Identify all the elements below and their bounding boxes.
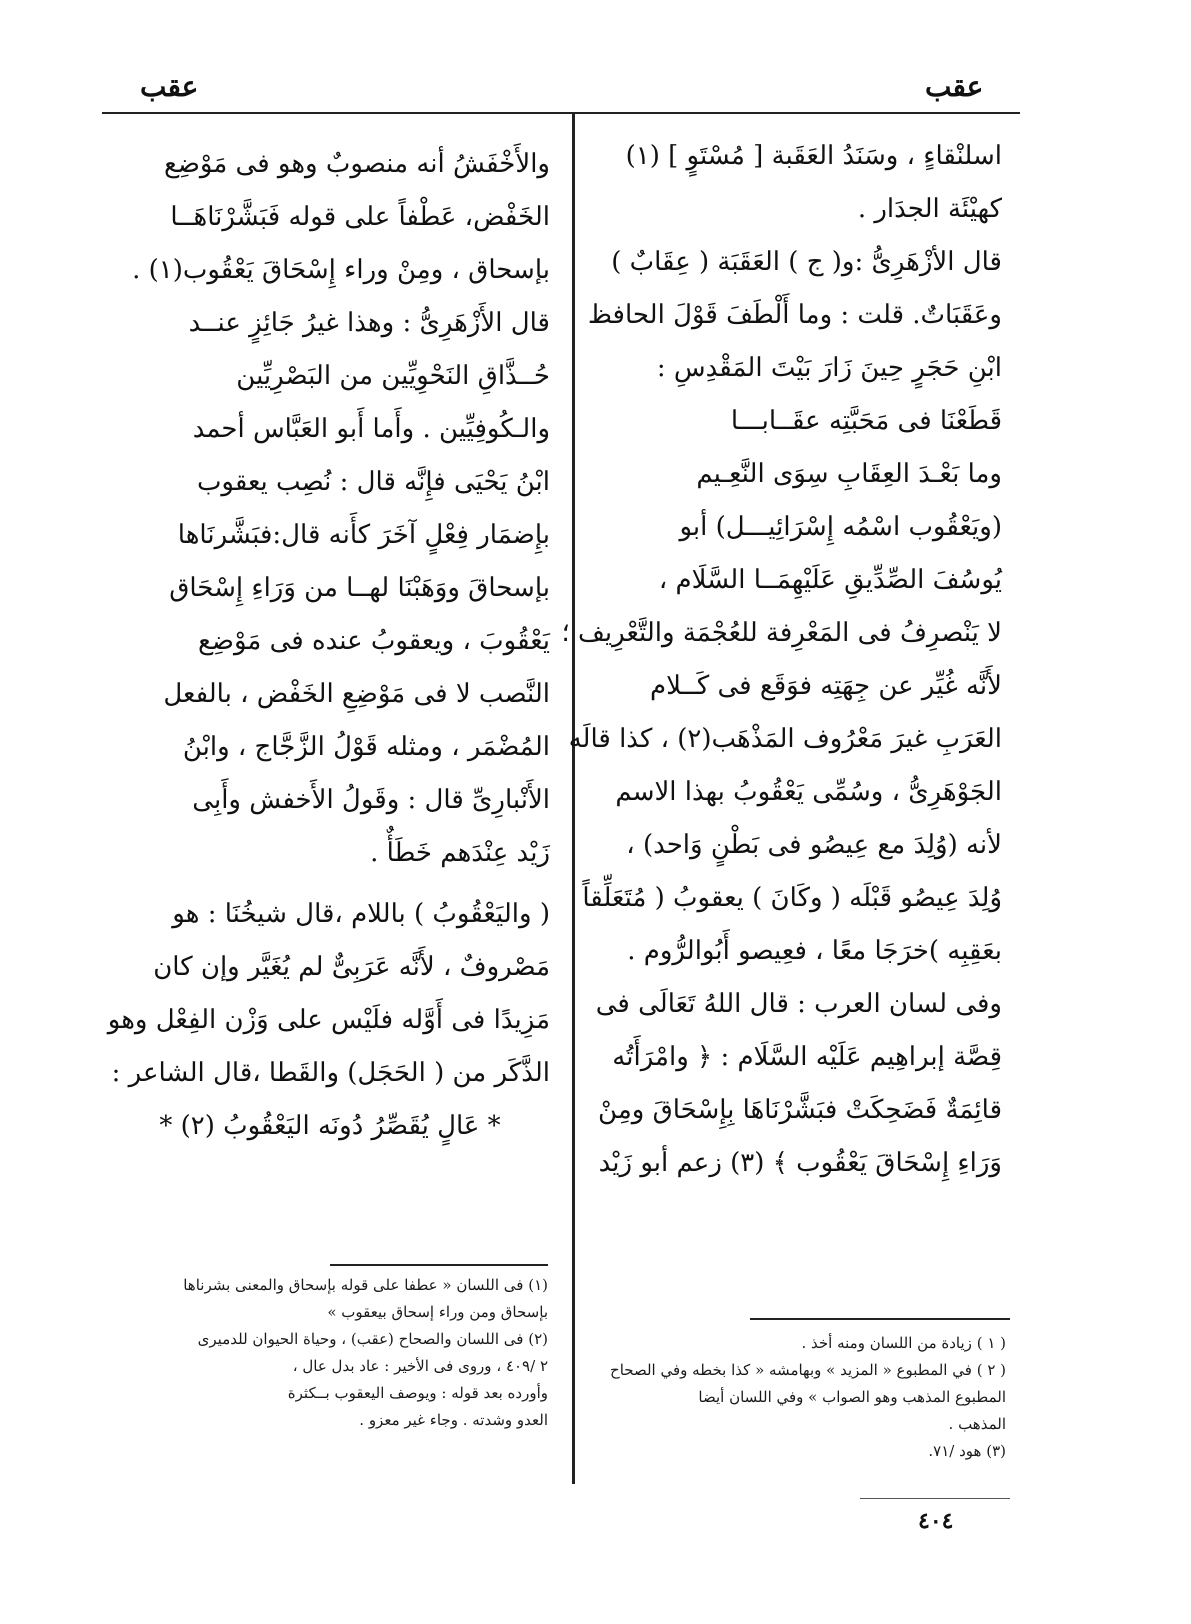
text-line: يُوسُفَ الصِّدِّيقِ عَلَيْهِمَــا السَّلَام ، xyxy=(658,565,1002,595)
footnote-rule xyxy=(750,1318,1010,1320)
footnote: (٣) هود /٧١. xyxy=(928,1442,1006,1460)
text-line: (ويَعْقُوب اسْمُه إِسْرَائِيـــل) أبو xyxy=(679,512,1002,542)
text-line: يَعْقُوبَ ، ويعقوبُ عنده فى مَوْضِع xyxy=(198,626,550,656)
verse-line: قَطَعْنَا فى مَحَبَّتِه عقَــابـــا xyxy=(730,406,1002,436)
text-line: مَصْروفٌ ، لأَنَّه عَرَبِىٌّ لم يُغَيَّر وإن كان xyxy=(153,952,550,982)
header-rule xyxy=(102,112,1020,114)
text-line: قِصَّة إبراهِيم عَلَيْه السَّلَام : ﴿ وامْرَأَتُه xyxy=(612,1042,1002,1072)
text-line: بإسحاقَ ووَهَبْنَا لهــا من وَرَاءِ إِسْحَاق xyxy=(169,573,550,603)
text-line: لأنه (وُلِدَ مع عِيصُو فى بَطْنٍ وَاحد) ، xyxy=(626,830,1002,860)
text-line: ( واليَعْقُوبُ ) باللام ،قال شيخُنَا : هو xyxy=(172,899,550,929)
footnote: (٢) فى اللسان والصحاح (عقب) ، وحياة الحيوان للدميرى xyxy=(197,1330,548,1348)
page-number: ٤٠٤ xyxy=(918,1508,954,1534)
footnote: المطبوع المذهب وهو الصواب » وفي اللسان أيضا xyxy=(698,1388,1006,1406)
text-line: وعَقَبَاتٌ. قلت : وما أَلْطَفَ قَوْلَ الحافظ xyxy=(587,300,1002,330)
text-line: النَّصب لا فى مَوْضِعِ الخَفْض ، بالفعل xyxy=(163,679,550,709)
running-head-left: عقب xyxy=(140,70,199,103)
text-line: الأَنْبارِىِّ قال : وقَولُ الأَخفش وأَبِى xyxy=(192,785,550,815)
text-line: قائِمَةٌ فَضَحِكَتْ فبَشَّرْنَاهَا بِإِسْحَاقَ ومِنْ xyxy=(598,1095,1002,1125)
text-line: قال الأَزْهَرِىُّ : وهذا غيرُ جَائِزٍ عنــد xyxy=(188,308,550,338)
text-line: الجَوْهَرِىُّ ، وسُمِّى يَعْقُوبُ بهذا الاسم xyxy=(615,777,1002,807)
text-line: والأَخْفَشُ أنه منصوبٌ وهو فى مَوْضِع xyxy=(163,149,550,179)
poetry-verse: * عَالٍ يُقَصِّرُ دُونَه اليَعْقُوبُ (٢) * xyxy=(159,1111,501,1141)
footnote: وأورده بعد قوله : ويوصف اليعقوب بــكثرة xyxy=(287,1384,548,1402)
text-line: ابْنُ يَحْيَى فإِنَّه قال : نُصِب يعقوب xyxy=(196,467,550,497)
text-line: لا يَنْصرِفُ فى المَعْرِفة للعُجْمَة والتَّعْرِيف ؛ xyxy=(561,618,1002,648)
footnote: بإسحاق ومن وراء إسحاق بيعقوب » xyxy=(327,1303,548,1321)
column-divider xyxy=(572,114,575,1484)
text-line: الذَّكَر من ( الحَجَل) والقَطا ،قال الشاعر : xyxy=(111,1058,550,1088)
text-line: بإسحاق ، ومِنْ وراء إِسْحَاقَ يَعْقُوب(١) . xyxy=(132,255,550,285)
text-line: العَرَبِ غيرَ مَعْرُوف المَذْهَب(٢) ، كذا قالَه xyxy=(568,724,1002,754)
footnote: (١) فى اللسان « عطفا على قوله بإسحاق والمعنى بشرناها xyxy=(183,1276,548,1294)
text-line: قال الأزْهَرِىُّ :و( ج ) العَقَبَة ( عِقَابٌ ) xyxy=(611,247,1002,277)
text-line: ابْنِ حَجَرٍ حِينَ زَارَ بَيْتَ المَقْدِسِ : xyxy=(656,353,1002,383)
footer-rule xyxy=(860,1498,1010,1499)
text-line: مَزِيدًا فى أَوَّله فلَيْس على وَزْن الفِعْل وهو xyxy=(107,1005,550,1035)
right-footnotes xyxy=(598,1330,1006,1465)
footnote: ٢ /٤٠٩ ، وروى فى الأخير : عاد بدل عال ، xyxy=(292,1357,548,1375)
left-footnotes xyxy=(108,1272,548,1434)
running-head-right: عقب xyxy=(925,70,984,103)
text-line: لأَنَّه غُيِّر عن جِهَتِه فوَقَع فى كَــلام xyxy=(650,671,1002,701)
right-column xyxy=(561,130,1002,1190)
footnote: ( ١ ) زيادة من اللسان ومنه أخذ . xyxy=(801,1334,1006,1352)
footnote-rule xyxy=(330,1264,548,1266)
text-line: بإِضمَار فِعْلٍ آخَرَ كأَنه قال:فبَشَّرنَاها xyxy=(177,520,550,550)
footnote: المذهب . xyxy=(948,1415,1006,1433)
text-line: والـكُوفِيِّين . وأَما أَبو العَبَّاس أحمد xyxy=(192,414,550,444)
text-line: المُضْمَر ، ومثله قَوْلُ الزَّجَّاج ، وابْنُ xyxy=(182,732,550,762)
footnote: العدو وشدته . وجاء غير معزو . xyxy=(359,1411,548,1429)
text-line: وَرَاءِ إِسْحَاقَ يَعْقُوب ﴾ (٣) زعم أبو زَيْد xyxy=(598,1148,1002,1178)
text-line: وفى لسان العرب : قال اللهُ تَعَالَى فى xyxy=(595,989,1002,1019)
text-line: بعَقِبِه )خرَجَا معًا ، فعِيصو أَبُوالرُّوم . xyxy=(627,936,1002,966)
text-line: كهيْئَة الجدَار . xyxy=(857,194,1002,224)
left-column xyxy=(107,138,550,1153)
text-line: حُــذَّاقِ النَحْوِيِّين من البَصْرِيِّين xyxy=(236,361,550,391)
text-line: زَيْد عِنْدَهم خَطَأٌ . xyxy=(370,838,550,868)
text-line: اسلنْقاءٍ ، وسَنَدُ العَقَبة [ مُسْتَوٍ ] (١) xyxy=(625,141,1002,171)
footnote: ( ٢ ) في المطبوع « المزيد » وبهامشه « كذا بخطه وفي الصحاح xyxy=(610,1361,1006,1379)
verse-line: وما بَعْـدَ العِقَابِ سِوَى النَّعِـيم xyxy=(696,459,1002,489)
text-line: وُلِدَ عِيصُو قَبْلَه ( وكَانَ ) يعقوبُ ( مُتَعَلِّقاً xyxy=(582,883,1002,913)
text-line: الخَفْض، عَطْفاً على قوله فَبَشَّرْنَاهَــا xyxy=(170,202,550,232)
